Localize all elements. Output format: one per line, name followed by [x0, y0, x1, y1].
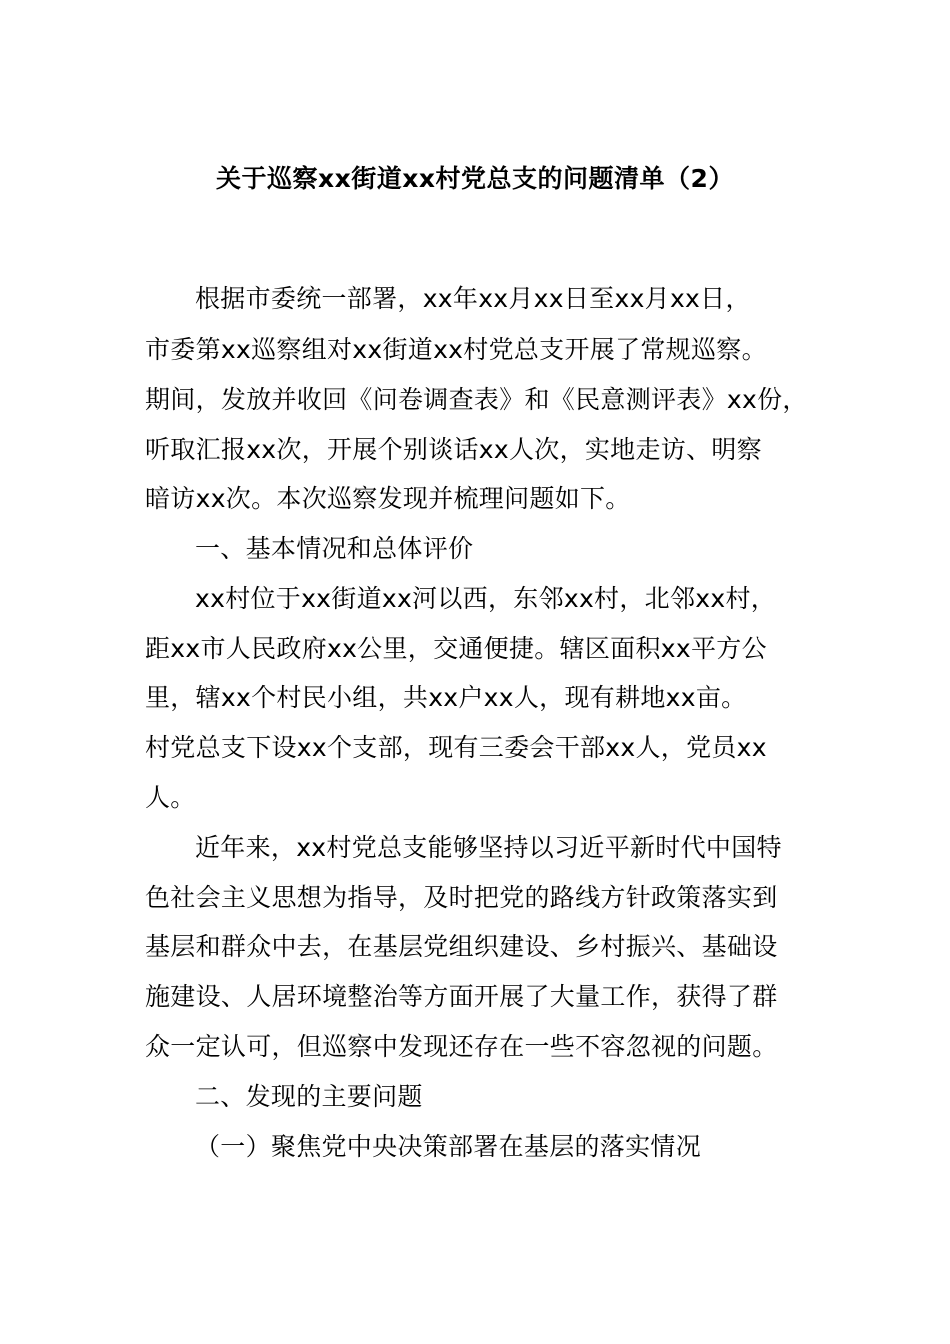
paragraph-line: 色社会主义思想为指导，及时把党的路线方针政策落实到	[145, 883, 778, 912]
paragraph-line: 市委第xx巡察组对xx街道xx村党总支开展了常规巡察。	[145, 335, 767, 364]
document-title: 关于巡察xx街道xx村党总支的问题清单（2）	[216, 164, 734, 193]
paragraph-line: 根据市委统一部署，xx年xx月xx日至xx月xx日，	[195, 284, 751, 313]
paragraph-line: 基层和群众中去，在基层党组织建设、乡村振兴、基础设	[145, 932, 778, 961]
paragraph-line: 众一定认可，但巡察中发现还存在一些不容忽视的问题。	[145, 1032, 778, 1061]
section-heading: 二、发现的主要问题	[195, 1082, 423, 1111]
paragraph-line: 村党总支下设xx个支部，现有三委会干部xx人，党员xx	[145, 733, 767, 762]
paragraph-line: xx村位于xx街道xx河以西，东邻xx村，北邻xx村，	[195, 584, 777, 613]
section-heading: 一、基本情况和总体评价	[195, 534, 474, 563]
subsection-heading: （一）聚焦党中央决策部署在基层的落实情况	[195, 1132, 702, 1161]
paragraph-line: 听取汇报xx次，开展个别谈话xx人次，实地走访、明察	[145, 435, 762, 464]
paragraph-line: 施建设、人居环境整治等方面开展了大量工作，获得了群	[145, 982, 778, 1011]
paragraph-line: 里，辖xx个村民小组，共xx户xx人，现有耕地xx亩。	[145, 683, 747, 712]
paragraph-line: 近年来，xx村党总支能够坚持以习近平新时代中国特	[195, 833, 782, 862]
paragraph-line: 暗访xx次。本次巡察发现并梳理问题如下。	[145, 484, 631, 513]
paragraph-line: 距xx市人民政府xx公里，交通便捷。辖区面积xx平方公	[145, 634, 767, 663]
paragraph-line: 期间，发放并收回《问卷调查表》和《民意测评表》xx份，	[145, 385, 808, 414]
paragraph-line: 人。	[145, 783, 196, 812]
